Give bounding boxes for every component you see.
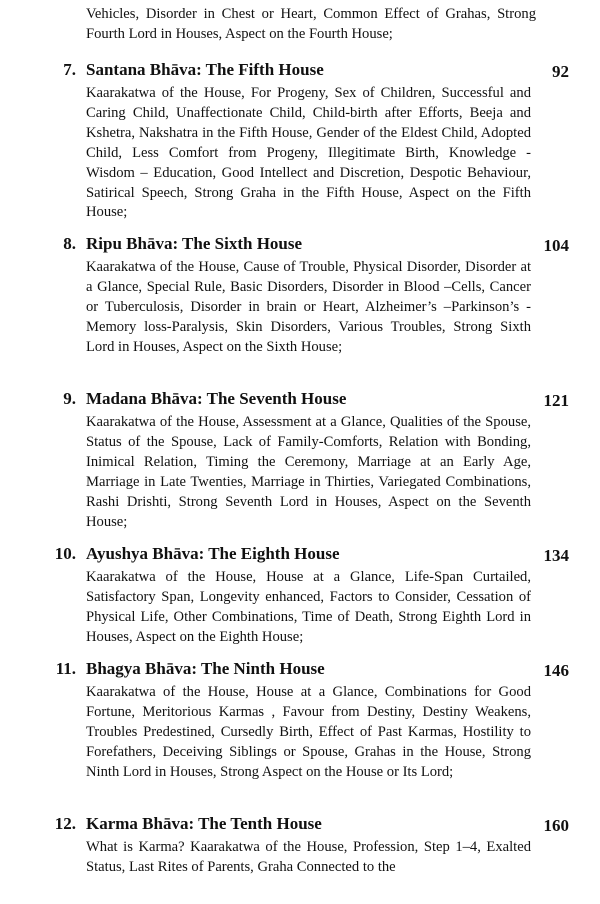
entry-heading	[0, 657, 600, 683]
entry-number: 7.	[63, 60, 76, 79]
toc-entry-7[interactable]	[0, 58, 600, 221]
entry-description: Kaarakatwa of the House, Assessment at a Glance, Qualities of the Spouse, Status of the Spouse, Lack of Family-Comforts, Relation with Bonding, Inimical Relation, Timing the Ceremony, Marriage at an Early Age, Marriage in Late Twenties, Marriage in Thirties, Variegated Combinations, Rashi Drishti, Strong Seventh Lord in Houses, Aspect on the Seventh House;	[86, 414, 531, 530]
entry-page-number[interactable]: 146	[543, 661, 569, 680]
entry-number: 12.	[54, 814, 76, 833]
entry-title[interactable]: Ripu Bhāva: The Sixth House	[86, 234, 303, 253]
entry-heading	[0, 387, 600, 413]
entry-title[interactable]: Santana Bhāva: The Fifth House	[86, 60, 324, 79]
entry-number: 11.	[55, 659, 76, 678]
entry-heading	[0, 812, 600, 838]
toc-entry-8[interactable]	[0, 232, 600, 355]
entry-heading	[0, 58, 600, 84]
entry-title[interactable]: Madana Bhāva: The Seventh House	[86, 389, 347, 408]
entry-title[interactable]: Karma Bhāva: The Tenth House	[86, 814, 322, 833]
entry-description: Kaarakatwa of the House, House at a Glance, Life-Span Curtailed, Satisfactory Span, Longevity enhanced, Factors to Consider, Cessation of Physical Life, Other Combinations, Time of Death, Strong Eighth Lord in Houses, Aspect on the Eighth House;	[86, 569, 531, 645]
toc-entry-10[interactable]	[0, 542, 600, 645]
entry-page-number[interactable]: 134	[543, 546, 569, 565]
entry-heading	[0, 232, 600, 258]
toc-entry-12[interactable]	[0, 812, 600, 875]
entry-number: 9.	[63, 389, 76, 408]
entry-page-number[interactable]: 121	[543, 391, 569, 410]
entry-description: Kaarakatwa of the House, House at a Glance, Combinations for Good Fortune, Meritorious Karmas , Favour from Destiny, Destiny Weakens, Troubles Predestined, Cursedly Birth, Effect of Past Karmas, Hostility to Forefathers, Deceiving Siblings or Spouse, Grahas in the House, Strong Ninth Lord in Houses, Strong Aspect on the House or Its Lord;	[86, 684, 531, 780]
entry-heading	[0, 542, 600, 568]
toc-entry-11[interactable]	[0, 657, 600, 780]
entry-title[interactable]: Ayushya Bhāva: The Eighth House	[86, 544, 340, 563]
entry-description: Kaarakatwa of the House, Cause of Trouble, Physical Disorder, Disorder at a Glance, Special Rule, Basic Disorders, Disorder in Blood –Cells, Cancer or Tuberculosis, Disorder in brain or Heart, Alzheimer’s –Parkinson’s - Memory loss-Paralysis, Skin Disorders, Various Troubles, Strong Sixth Lord in Houses, Aspect on the Sixth House;	[86, 259, 531, 355]
entry-description: Kaarakatwa of the House, For Progeny, Sex of Children, Successful and Caring Child, Unaffectionate Child, Child-birth after Efforts, Beeja and Kshetra, Nakshatra in the Fifth House, Gender of the Eldest Child, Adopted Child, Less Comfort from Progeny, Illegitimate Birth, Knowledge - Wisdom – Education, Good Intellect and Discretion, Despotic Behaviour, Satirical Speech, Strong Graha in the Fifth House, Aspect on the Fifth House;	[86, 85, 531, 221]
entry-page-number[interactable]: 104	[543, 236, 569, 255]
continued-description: Vehicles, Disorder in Chest or Heart, Common Effect of Grahas, Strong Fourth Lord in Houses, Aspect on the Fourth House;	[86, 6, 536, 42]
entry-number: 10.	[54, 544, 76, 563]
entry-title[interactable]: Bhagya Bhāva: The Ninth House	[86, 659, 325, 678]
entry-number: 8.	[63, 234, 76, 253]
entry-page-number[interactable]: 92	[552, 62, 569, 81]
entry-description: What is Karma? Kaarakatwa of the House, Profession, Step 1–4, Exalted Status, Last Rites of Parents, Graha Connected to the	[86, 839, 531, 875]
toc-entry-9[interactable]	[0, 387, 600, 530]
entry-page-number[interactable]: 160	[543, 816, 569, 835]
